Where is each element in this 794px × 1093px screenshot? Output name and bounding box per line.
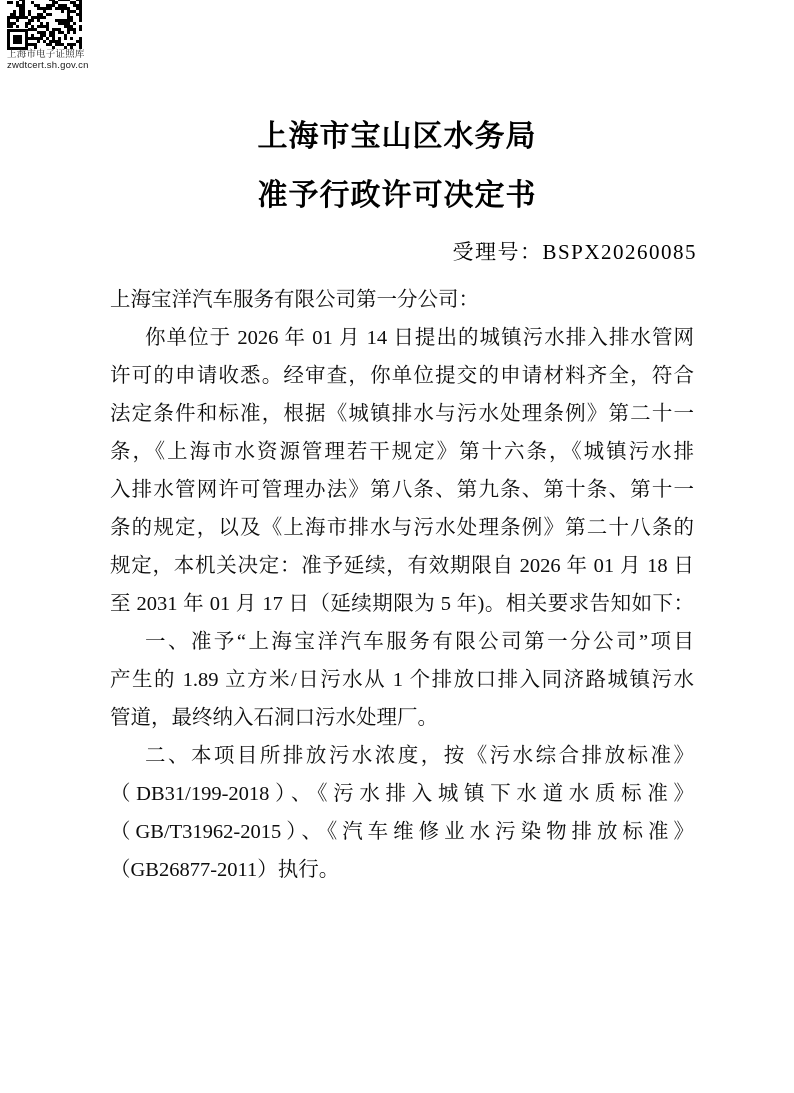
doc-title: 准予行政许可决定书	[257, 179, 537, 212]
body-line: （GB26877-2011）执行。	[110, 859, 340, 881]
body-line: （GB/T31962-2015）、《汽车维修业水污染物排放标准》	[110, 821, 694, 843]
body-line: 法定条件和标准，根据《城镇排水与污水处理条例》第二十一	[110, 403, 694, 425]
document-body	[110, 281, 694, 889]
body-line: 条，《上海市水资源管理若干规定》第十六条，《城镇污水排	[110, 441, 694, 463]
body-line: 至 2031 年 01 月 17 日（延续期限为 5 年)。相关要求告知如下：	[110, 593, 694, 615]
body-line: 许可的申请收悉。经审查，你单位提交的申请材料齐全，符合	[110, 365, 694, 387]
org-title: 上海市宝山区水务局	[257, 120, 537, 153]
acceptance-number: 受理号：BSPX20260085	[452, 240, 697, 264]
qr-block	[7, 0, 97, 71]
body-line: 你单位于 2026 年 01 月 14 日提出的城镇污水排入排水管网	[145, 327, 694, 349]
body-line: 规定，本机关决定：准予延续，有效期限自 2026 年 01 月 18 日	[110, 555, 694, 577]
body-line-item-2: 二、本项目所排放污水浓度，按《污水综合排放标准》	[145, 745, 694, 767]
body-line: 条的规定，以及《上海市排水与污水处理条例》第二十八条的	[110, 517, 694, 539]
body-line: 产生的 1.89 立方米/日污水从 1 个排放口排入同济路城镇污水	[110, 669, 694, 691]
qr-caption-url: zwdtcert.sh.gov.cn	[7, 59, 89, 71]
body-line: 管道，最终纳入石洞口污水处理厂。	[110, 707, 438, 729]
body-line-salutation: 上海宝洋汽车服务有限公司第一分公司：	[110, 289, 479, 311]
body-line-item-1: 一、准予“上海宝洋汽车服务有限公司第一分公司”项目	[145, 631, 694, 653]
body-line: （DB31/199-2018）、《污水排入城镇下水道水质标准》	[110, 783, 694, 805]
body-line: 入排水管网许可管理办法》第八条、第九条、第十条、第十一	[110, 479, 694, 501]
qr-code-icon	[7, 0, 83, 50]
header-block	[0, 120, 794, 212]
qr-caption-title: 上海市电子证照库	[7, 49, 85, 60]
